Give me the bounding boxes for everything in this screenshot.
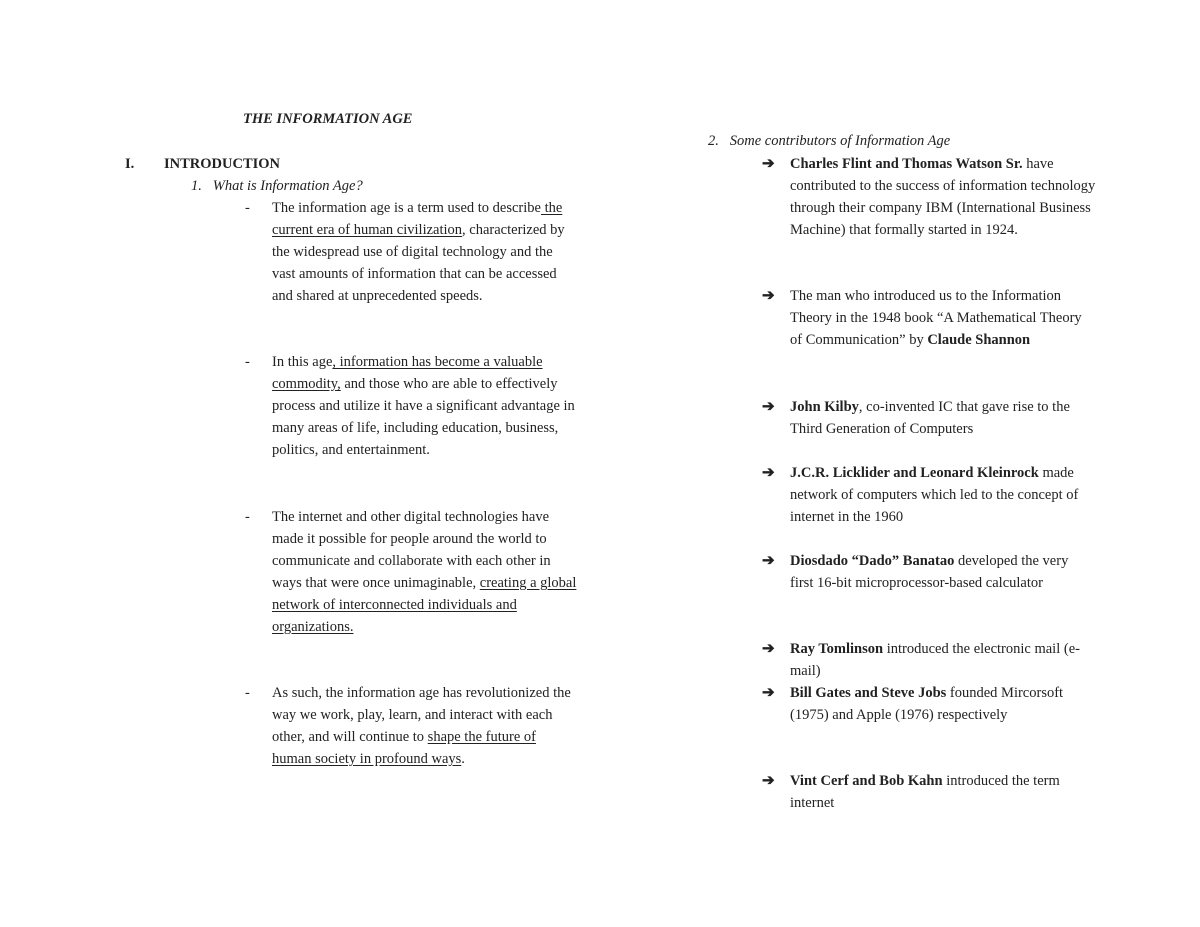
question-number: 2. — [708, 133, 719, 149]
arrow-bullet-icon: ➔ — [762, 685, 775, 701]
arrow-bullet-icon: ➔ — [762, 641, 775, 657]
arrow-bullet-icon: ➔ — [762, 156, 775, 172]
bullet-text: . — [461, 751, 465, 767]
contributor-text: introduced the term internet — [790, 773, 1060, 811]
bullet-paragraph — [272, 682, 577, 770]
bullet-underlined-text: the current era of human civilization — [272, 200, 563, 238]
bullet-paragraph — [272, 351, 577, 461]
contributor-name: John Kilby — [790, 399, 859, 415]
bullet-dash: - — [245, 509, 250, 525]
contributor-name: Ray Tomlinson — [790, 641, 884, 657]
contributor-item — [790, 638, 1090, 682]
contributor-item — [790, 770, 1090, 814]
question-text: What is Information Age? — [212, 178, 363, 194]
document-title: THE INFORMATION AGE — [243, 111, 413, 127]
contributor-item — [790, 462, 1105, 528]
contributor-item — [790, 153, 1100, 241]
arrow-bullet-icon: ➔ — [762, 553, 775, 569]
bullet-underlined-text: shape the future of human society in profound ways — [272, 729, 536, 767]
contributor-text: developed the very first 16-bit microprocessor-based calculator — [790, 553, 1069, 591]
contributor-text: The man who introduced us to the Information Theory in the 1948 book “A Mathematical Theory of Communication” by — [790, 288, 1082, 348]
contributor-name: Claude Shannon — [927, 332, 1031, 348]
bullet-text: The information age is a term used to describe — [272, 200, 541, 216]
contributor-name: J.C.R. Licklider and Leonard Kleinrock — [790, 465, 1039, 481]
contributor-name: Charles Flint and Thomas Watson Sr. — [790, 156, 1023, 172]
bullet-paragraph — [272, 506, 577, 638]
question-what-is-information-age — [191, 175, 363, 197]
contributor-item — [790, 285, 1090, 351]
bullet-text: In this age — [272, 354, 333, 370]
contributor-item — [790, 682, 1080, 726]
bullet-dash: - — [245, 685, 250, 701]
arrow-bullet-icon: ➔ — [762, 288, 775, 304]
contributor-item — [790, 550, 1090, 594]
contributor-text: introduced the electronic mail (e-mail) — [790, 641, 1080, 679]
bullet-text: , characterized by the widespread use of digital technology and the vast amounts of information that can be accessed and shared at unprecedented speeds. — [272, 222, 565, 304]
contributor-text: made network of computers which led to the concept of internet in the 1960 — [790, 465, 1079, 525]
contributor-name: Bill Gates and Steve Jobs — [790, 685, 947, 701]
bullet-dash: - — [245, 200, 250, 216]
contributor-text: founded Mircorsoft (1975) and Apple (1976) respectively — [790, 685, 1064, 723]
bullet-dash: - — [245, 354, 250, 370]
bullet-text: and those who are able to effectively process and utilize it have a significant advantage in many areas of life, including education, business, politics, and entertainment. — [272, 376, 575, 458]
bullet-paragraph — [272, 197, 577, 307]
bullet-underlined-text: , information has become a valuable commodity, — [272, 354, 543, 392]
section-title: INTRODUCTION — [164, 156, 281, 172]
contributor-text: , co-invented IC that gave rise to the Third Generation of Computers — [790, 399, 1070, 437]
contributor-text: have contributed to the success of information technology through their company IBM (International Business Machine) that formally started in 1924. — [790, 156, 1096, 238]
arrow-bullet-icon: ➔ — [762, 399, 775, 415]
arrow-bullet-icon: ➔ — [762, 773, 775, 789]
question-text: Some contributors of Information Age — [729, 133, 951, 149]
bullet-text: The internet and other digital technologies have made it possible for people around the world to communicate and collaborate with each other in ways that were once unimaginable, — [272, 509, 551, 591]
question-contributors — [708, 130, 950, 152]
bullet-text: As such, the information age has revolutionized the way we work, play, learn, and interact with each other, and will continue to — [272, 685, 571, 745]
contributor-name: Vint Cerf and Bob Kahn — [790, 773, 943, 789]
question-number: 1. — [191, 178, 202, 194]
contributor-item — [790, 396, 1105, 440]
bullet-underlined-text: creating a global network of interconnected individuals and organizations. — [272, 575, 577, 635]
contributor-name: Diosdado “Dado” Banatao — [790, 553, 955, 569]
arrow-bullet-icon: ➔ — [762, 465, 775, 481]
section-number: I. — [125, 156, 135, 172]
